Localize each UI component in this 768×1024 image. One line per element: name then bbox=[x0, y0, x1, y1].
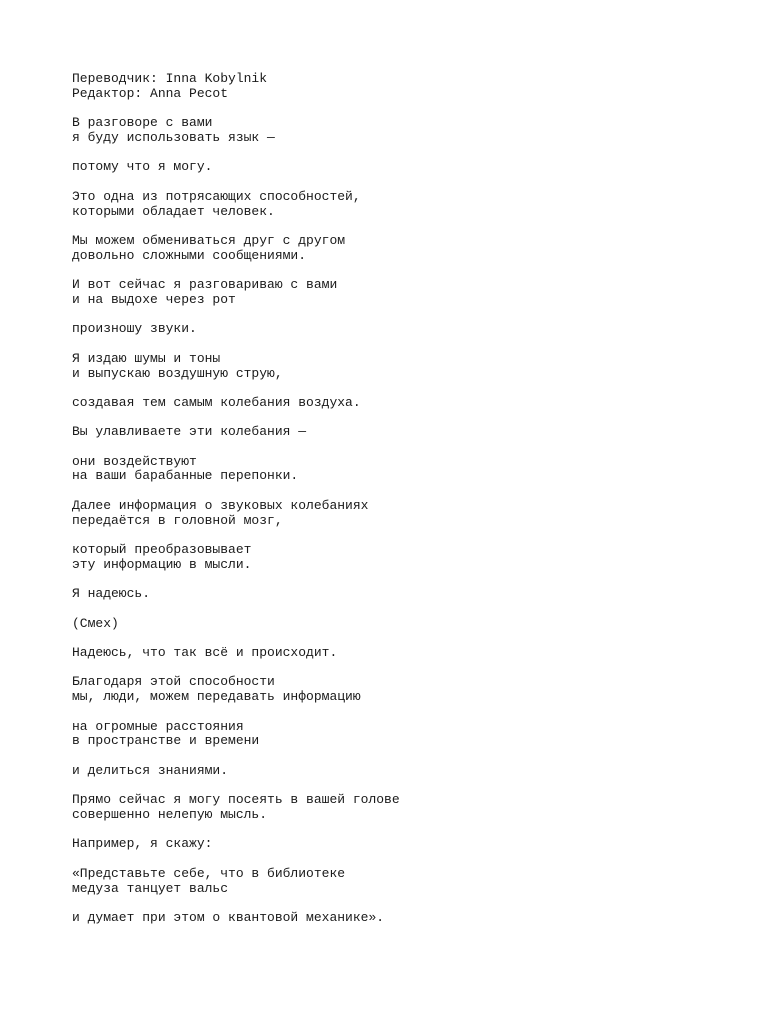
text-line: передаётся в головной мозг, bbox=[72, 512, 283, 528]
text-paragraph bbox=[72, 675, 712, 705]
text-paragraph bbox=[72, 190, 712, 220]
text-paragraph bbox=[72, 352, 712, 382]
text-paragraph bbox=[72, 322, 712, 337]
text-paragraph bbox=[72, 837, 712, 852]
text-line: совершенно нелепую мысль. bbox=[72, 806, 268, 822]
text-line: Благодаря этой способности bbox=[72, 674, 275, 690]
text-line: на огромные расстояния bbox=[72, 718, 244, 734]
text-paragraph bbox=[72, 646, 712, 661]
text-line: и выпускаю воздушную струю, bbox=[72, 365, 283, 381]
text-paragraph bbox=[72, 764, 712, 779]
text-line: Далее информация о звуковых колебаниях bbox=[72, 497, 369, 513]
text-line: эту информацию в мысли. bbox=[72, 556, 252, 572]
text-paragraph bbox=[72, 455, 712, 485]
text-paragraph bbox=[72, 911, 712, 926]
text-line: которыми обладает человек. bbox=[72, 203, 275, 219]
text-line: они воздействуют bbox=[72, 453, 197, 469]
text-paragraph bbox=[72, 278, 712, 308]
text-paragraph bbox=[72, 116, 712, 146]
text-line: мы, люди, можем передавать информацию bbox=[72, 689, 361, 705]
text-paragraph bbox=[72, 160, 712, 175]
text-line: создавая тем самым колебания воздуха. bbox=[72, 394, 361, 410]
text-paragraph bbox=[72, 425, 712, 440]
document-page bbox=[72, 72, 712, 940]
text-line: довольно сложными сообщениями. bbox=[72, 247, 307, 263]
text-line: который преобразовывает bbox=[72, 542, 252, 558]
text-paragraph bbox=[72, 234, 712, 264]
text-line: Вы улавливаете эти колебания — bbox=[72, 424, 307, 440]
text-line: потому что я могу. bbox=[72, 159, 213, 175]
text-paragraph bbox=[72, 396, 712, 411]
text-paragraph bbox=[72, 499, 712, 529]
text-line: Переводчик: Inna Kobylnik bbox=[72, 71, 268, 86]
text-paragraph bbox=[72, 543, 712, 573]
text-line: Я издаю шумы и тоны bbox=[72, 350, 221, 366]
text-line: и на выдохе через рот bbox=[72, 291, 236, 307]
text-paragraph bbox=[72, 72, 712, 102]
text-paragraph bbox=[72, 587, 712, 602]
text-line: Мы можем обмениваться друг с другом bbox=[72, 232, 346, 248]
text-line: произношу звуки. bbox=[72, 321, 197, 337]
text-line: Например, я скажу: bbox=[72, 836, 213, 852]
text-line: и делиться знаниями. bbox=[72, 762, 229, 778]
text-line: «Представьте себе, что в библиотеке bbox=[72, 865, 346, 881]
text-line: Это одна из потрясающих способностей, bbox=[72, 188, 361, 204]
text-line: и думает при этом о квантовой механике». bbox=[72, 909, 385, 925]
text-paragraph bbox=[72, 793, 712, 823]
text-paragraph bbox=[72, 867, 712, 897]
text-line: Я надеюсь. bbox=[72, 586, 151, 602]
text-line: Прямо сейчас я могу посеять в вашей голове bbox=[72, 792, 400, 808]
text-line: на ваши барабанные перепонки. bbox=[72, 468, 299, 484]
text-paragraph bbox=[72, 720, 712, 750]
text-line: Надеюсь, что так всё и происходит. bbox=[72, 645, 338, 661]
text-paragraph bbox=[72, 617, 712, 632]
text-line: И вот сейчас я разговариваю с вами bbox=[72, 277, 338, 293]
text-line: (Смех) bbox=[72, 615, 119, 631]
text-line: в пространстве и времени bbox=[72, 733, 260, 749]
text-line: Редактор: Anna Pecot bbox=[72, 85, 229, 101]
text-line: В разговоре с вами bbox=[72, 115, 213, 131]
text-line: медуза танцует вальс bbox=[72, 880, 229, 896]
text-line: я буду использовать язык — bbox=[72, 129, 275, 145]
